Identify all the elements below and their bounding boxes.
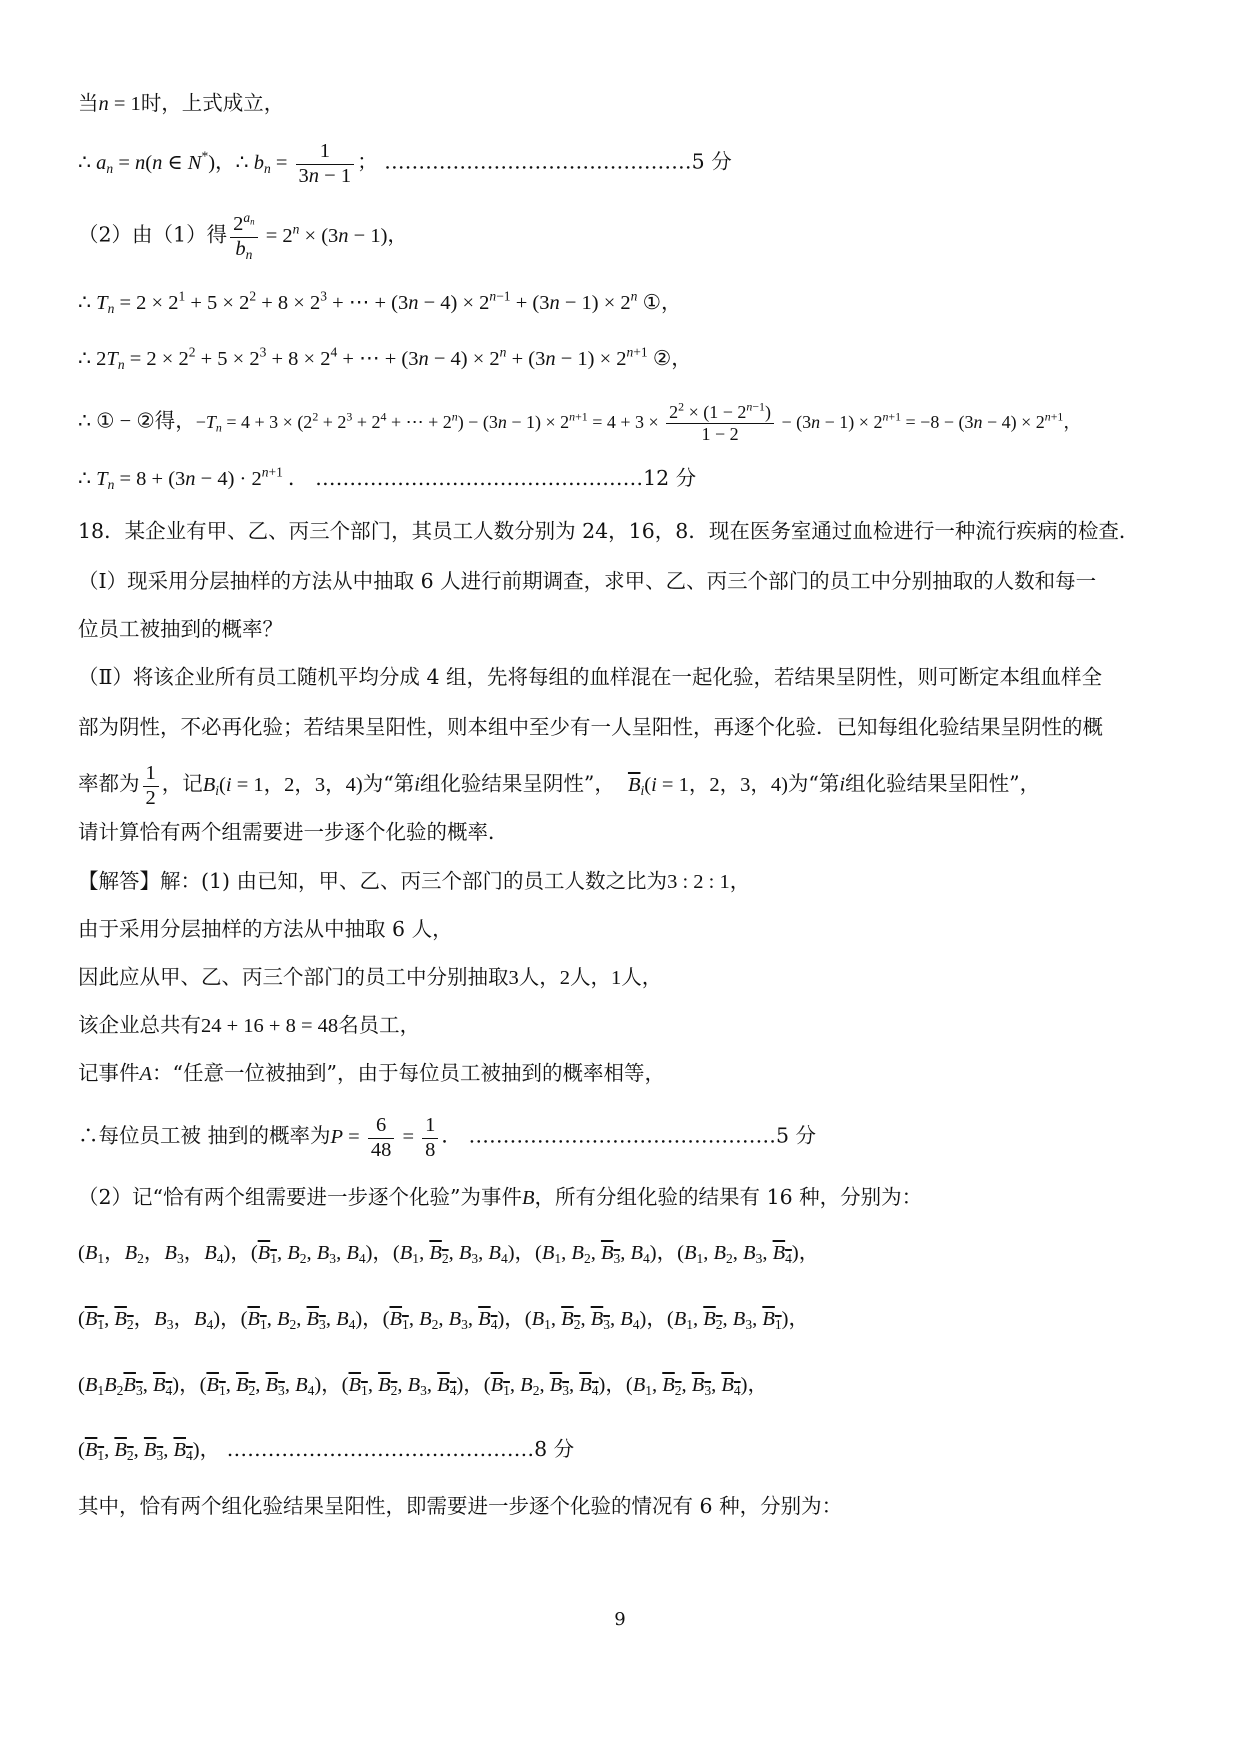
page-number: 9 xyxy=(614,1609,626,1630)
answer-total: 该企业总共有24 + 16 + 8 = 48名员工， xyxy=(78,1013,421,1037)
line-subtract: ∴ ① − ②得，$-T_n = 4 + 3 \times (2^2 + 2^3 + 2^4$ + ⋯ + $2^n) - (3n - 1) \times 2^{n+1} = 4 + 3$ × $\frac{2^2 \times (1 - 2^{n-1})}{1 - 2}$ − $(3n - 1) \times 2^{n+1} = -8 - (3n - 4) \times 2^{n+1}$， xyxy=(78,399,1082,444)
outcomes-row-2: ($B_1$, $B_2$，$B_3$，$B_4$)，($B_1$, $B_2$, $B_3$, $B_4$)，($B_1$, $B_2$, $B_3$, $B_4$)，($B_1$, $B_2$, $B_3$, $B_4$)，($B_1$, $B_2$, $B_3$, $B_1$)， xyxy=(78,1308,809,1333)
line-tn-sum: ∴ $T_n = 2 \times 2^1 + 5 \times 2^2 + 8 \times 2^3$ + ⋯ + $(3n - 4) \times 2^{n-1} + (3n - 1) \times 2^n$ ①， xyxy=(78,288,682,317)
line-an-bn-formula: ∴ $a_n = n(n$ ∈ N*)，∴ $b_n$ = $\frac{1}{3n - 1}$ ； ………………………………………5 分 xyxy=(78,140,732,187)
score-dots: …………………………………………12 分 xyxy=(315,466,697,490)
answer-sampling: 由于采用分层抽样的方法从中抽取 6 人， xyxy=(78,917,453,941)
line-part2-ratio: （2）由（1）得 $\frac{2^{a_n}}{b_n}$ = $2^n \times (3n - 1)$， xyxy=(78,209,408,262)
outcomes-row-1: ($B_1$，$B_2$，$B_3$，$B_4$)，($B_1$, $B_2$, $B_3$, $B_4$)，($B_1$, $B_2$, $B_3$, $B_4$)，($B_1$, $B_2$, $B_3$, $B_4$)，($B_1$, $B_2$, $B_3$, $B_4$)， xyxy=(78,1242,820,1267)
score-dots: ………………………………………8 分 xyxy=(226,1437,575,1461)
answer-counts: 因此应从甲、乙、丙三个部门的员工中分别抽取3人，2人，1人， xyxy=(78,965,663,989)
line-2tn-sum: ∴ $2T_n = 2 \times 2^2 + 5 \times 2^3 + 8 \times 2^4$ + ⋯ + $(3n - 4) \times 2^n + (3n - 1) \times 2^{n+1}$ ②， xyxy=(78,344,692,373)
score-dots: ………………………………………5 分 xyxy=(468,1123,817,1148)
question-18-part2-cont: 部为阴性，不必再化验；若结果呈阳性，则本组中至少有一人呈阳性，再逐个化验．已知每组化验结果呈阴性的概 xyxy=(78,715,1103,739)
answer-event-a: 记事件A：“任意一位被抽到”，由于每位员工被抽到的概率相等， xyxy=(78,1061,665,1085)
answer-six-cases: 其中，恰有两个组化验结果呈阳性，即需要进一步逐个化验的情况有 6 种，分别为： xyxy=(78,1494,843,1518)
answer-probability: ∴每位员工被 抽到的概率为P = $\frac{6}{48}$ = $\frac{1}{8}$ ． ………………………………………5 分 xyxy=(78,1114,817,1161)
question-18-part1-cont: 位员工被抽到的概率？ xyxy=(78,617,283,641)
question-18: 18．某企业有甲、乙、丙三个部门，其员工人数分别为 24，16，8．现在医务室通过血检进行一种流行疾病的检查． xyxy=(78,519,1140,543)
question-18-part1: （Ⅰ）现采用分层抽样的方法从中抽取 6 人进行前期调查，求甲、乙、丙三个部门的员工中分别抽取的人数和每一 xyxy=(78,569,1097,593)
question-18-events: 率都为 $\frac{1}{2}$ ，记$B_i(i = 1$，2，3，4)为“第i组化验结果呈阴性”， $\overline{B}_i(i = 1$，2，3，4)为“第i组化验结果呈阳性”， xyxy=(78,762,1041,809)
line-n-equals-1: 当n = 1时，上式成立， xyxy=(78,91,285,115)
question-18-ask: 请计算恰有两个组需要进一步逐个化验的概率． xyxy=(78,820,509,844)
outcomes-row-4: ($B_1$, $B_2$, $B_3$, $B_4$)， ………………………………………8 分 xyxy=(78,1437,575,1464)
line-tn-result: ∴ $T_n = 8 + (3n - 4) \cdot 2^{n+1}$ ． …………………………………………12 分 xyxy=(78,464,697,493)
answer-ratio: 【解答】解：(1) 由已知，甲、乙、丙三个部门的员工人数之比为3 : 2 : 1， xyxy=(78,869,751,893)
score-dots: ………………………………………5 分 xyxy=(384,149,732,174)
question-18-part2: （Ⅱ）将该企业所有员工随机平均分成 4 组，先将每组的血样混在一起化验，若结果呈阴性，则可断定本组血样全 xyxy=(78,665,1103,689)
outcomes-row-3: ($B_1B_2B_3$, $B_4$)，($B_1$, $B_2$, $B_3$, $B_4$)，($B_1$, $B_2$, $B_3$, $B_4$)，($B_1$, $B_2$, $B_3$, $B_4$)，($B_1$, $B_2$, $B_3$, $B_4$)， xyxy=(78,1374,768,1399)
answer-part2-event-b: （2）记“恰有两个组需要进一步逐个化验”为事件B，所有分组化验的结果有 16 种，分别为： xyxy=(78,1185,923,1209)
